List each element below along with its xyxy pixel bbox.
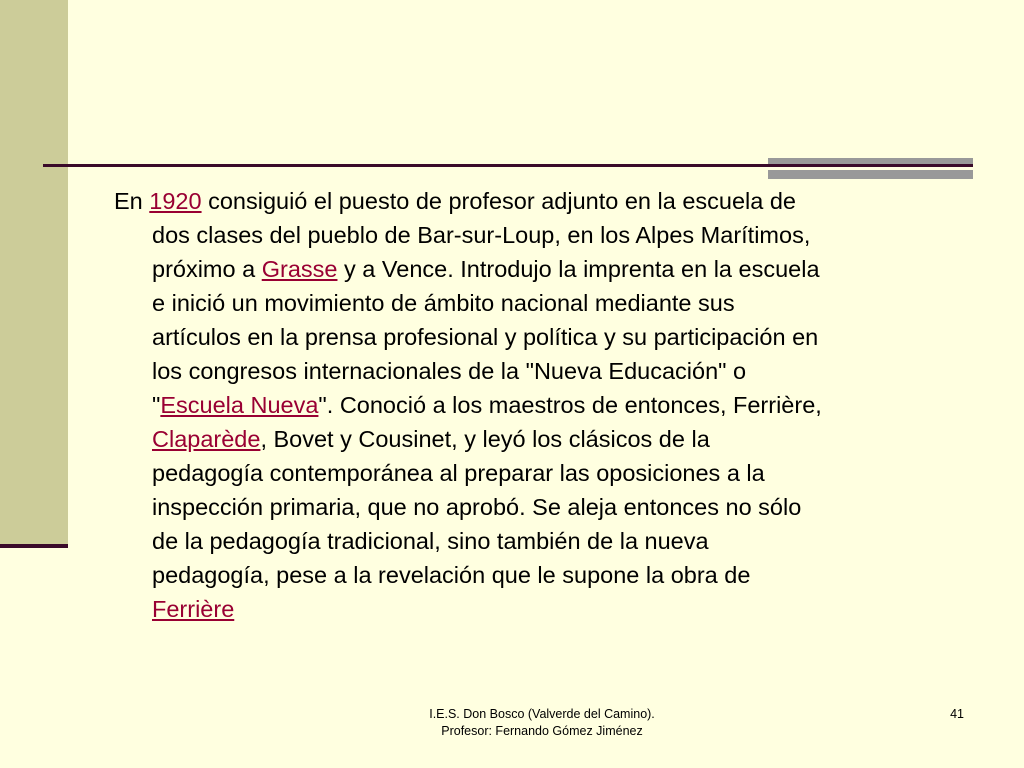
text-run: dos clases del pueblo de Bar-sur-Loup, en los Alpes Marítimos, bbox=[152, 222, 811, 248]
text-run: ". Conoció a los maestros de entonces, Ferrière, bbox=[318, 392, 822, 418]
footer-teacher: Profesor: Fernando Gómez Jiménez bbox=[441, 724, 643, 738]
hyperlink[interactable]: 1920 bbox=[149, 188, 202, 214]
text-run: inspección primaria, que no aprobó. Se aleja entonces no sólo bbox=[152, 494, 802, 520]
slide-body-paragraph bbox=[114, 184, 974, 626]
text-run: e inició un movimiento de ámbito nacional mediante sus bbox=[152, 290, 735, 316]
decorative-gray-bars bbox=[768, 158, 973, 179]
text-line bbox=[114, 354, 974, 388]
text-line bbox=[114, 456, 974, 490]
gray-bar bbox=[768, 170, 973, 179]
hyperlink[interactable]: Ferrière bbox=[152, 596, 235, 622]
text-run: En bbox=[114, 188, 150, 214]
text-run: de la pedagogía tradicional, sino también de la nueva bbox=[152, 528, 709, 554]
text-run: artículos en la prensa profesional y política y su participación en bbox=[152, 324, 819, 350]
text-run: " bbox=[152, 392, 161, 418]
text-line bbox=[114, 388, 974, 422]
text-run: , Bovet y Cousinet, y leyó los clásicos de la bbox=[260, 426, 710, 452]
text-line bbox=[114, 320, 974, 354]
text-line bbox=[114, 422, 974, 456]
hyperlink[interactable]: Claparède bbox=[152, 426, 261, 452]
text-line bbox=[114, 524, 974, 558]
text-run: los congresos internacionales de la "Nueva Educación" o bbox=[152, 358, 747, 384]
text-run: y a Vence. Introdujo la imprenta en la escuela bbox=[337, 256, 820, 282]
text-line bbox=[114, 286, 974, 320]
text-run: próximo a bbox=[152, 256, 262, 282]
text-line bbox=[114, 252, 974, 286]
text-run: consiguió el puesto de profesor adjunto en la escuela de bbox=[201, 188, 797, 214]
left-accent-band bbox=[0, 0, 68, 546]
footer-school: I.E.S. Don Bosco (Valverde del Camino). bbox=[429, 707, 655, 721]
text-line bbox=[114, 558, 974, 592]
hyperlink[interactable]: Escuela Nueva bbox=[160, 392, 319, 418]
text-run: pedagogía contemporánea al preparar las oposiciones a la bbox=[152, 460, 765, 486]
gray-bar bbox=[768, 158, 973, 164]
text-line bbox=[114, 490, 974, 524]
hyperlink[interactable]: Grasse bbox=[261, 256, 338, 282]
text-line bbox=[114, 218, 974, 252]
left-divider-rule bbox=[0, 544, 68, 548]
text-run: pedagogía, pese a la revelación que le supone la obra de bbox=[152, 562, 751, 588]
footer-credits bbox=[300, 706, 784, 740]
text-line bbox=[114, 184, 974, 218]
text-line bbox=[114, 592, 974, 626]
page-number: 41 bbox=[950, 707, 964, 721]
